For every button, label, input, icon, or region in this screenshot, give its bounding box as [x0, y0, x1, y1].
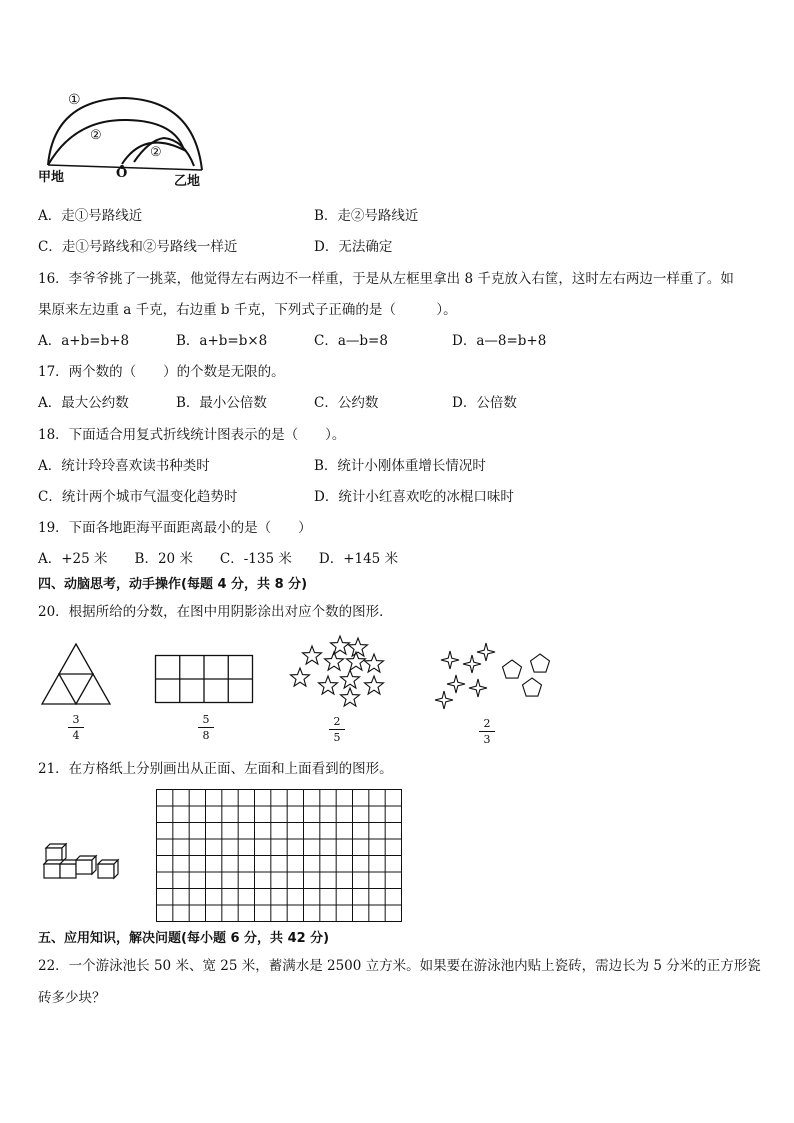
five-point-star [291, 668, 310, 686]
pentagon [523, 678, 542, 696]
five-point-star [365, 654, 384, 672]
q22-stem-line2: 砖多少块？ [38, 990, 106, 1006]
pentagon [531, 654, 550, 672]
pentagon [503, 660, 522, 678]
triangle-figure [40, 642, 112, 706]
q17-option-b: B．最小公倍数 [176, 395, 267, 411]
left-place-label: 甲地 [38, 170, 65, 185]
four-point-star [463, 655, 481, 673]
five-point-stars-figure [288, 636, 393, 711]
five-point-star [303, 646, 322, 664]
fraction-3-4: 3 4 [66, 713, 86, 742]
cubes-figure [40, 838, 120, 880]
q17-option-a: A．最大公约数 [38, 395, 129, 411]
fraction-2-3: 2 3 [477, 717, 497, 746]
q18-option-a: A．统计玲玲喜欢读书种类时 [38, 458, 210, 474]
four-point-star [441, 651, 459, 669]
four-point-star [435, 691, 453, 709]
right-place-label: 乙地 [174, 174, 201, 189]
q15-option-c: C．走①号路线和②号路线一样近 [38, 239, 238, 255]
q18-stem: 18．下面适合用复式折线统计图表示的是（ ）。 [38, 427, 346, 443]
grid-paper[interactable] [156, 789, 402, 922]
five-point-star [319, 676, 338, 694]
q15-option-d: D．无法确定 [314, 239, 393, 255]
q19-stem: 19．下面各地距海平面距离最小的是（ ） [38, 520, 312, 536]
route-label-2a: ② [90, 128, 102, 143]
q16-option-d: D．a—8=b+8 [452, 333, 547, 349]
four-point-star [477, 643, 495, 661]
q17-option-c: C．公约数 [314, 395, 379, 411]
section-5-heading: 五、应用知识，解决问题(每小题 6 分，共 42 分) [38, 931, 330, 946]
center-label: O [116, 166, 128, 181]
five-point-star [331, 636, 350, 654]
four-point-stars-and-pentagons-figure [432, 640, 562, 712]
fraction-5-8: 5 8 [196, 713, 216, 742]
q19-options: A．+25 米 B．20 米 C．-135 米 D．+145 米 [38, 551, 399, 567]
four-point-star [469, 679, 487, 697]
five-point-star [341, 688, 360, 706]
rectangle-grid-figure [155, 655, 253, 703]
fraction-2-5: 2 5 [327, 715, 347, 744]
q16-option-a: A．a+b=b+8 [38, 333, 130, 349]
q18-option-d: D．统计小红喜欢吃的冰棍口味时 [314, 489, 514, 505]
q17-stem: 17．两个数的（ ）的个数是无限的。 [38, 364, 285, 380]
q16-stem-line2: 果原来左边重 a 千克，右边重 b 千克，下列式子正确的是（ ）。 [38, 302, 457, 318]
q15-option-a: A．走①号路线近 [38, 208, 143, 224]
route-label-2b: ② [150, 145, 162, 160]
q17-option-d: D．公倍数 [452, 395, 517, 411]
q18-option-c: C．统计两个城市气温变化趋势时 [38, 489, 238, 505]
q21-stem: 21．在方格纸上分别画出从正面、左面和上面看到的图形。 [38, 761, 393, 777]
four-point-star [447, 675, 465, 693]
q16-option-b: B．a+b=b×8 [176, 333, 268, 349]
q20-stem: 20．根据所给的分数，在图中用阴影涂出对应个数的图形． [38, 604, 393, 620]
q15-option-b: B．走②号路线近 [314, 208, 419, 224]
route-label-1: ① [68, 92, 81, 108]
five-point-star [341, 670, 360, 688]
q16-option-c: C．a—b=8 [314, 333, 388, 349]
section-4-heading: 四、动脑思考，动手操作(每题 4 分，共 8 分) [38, 577, 308, 592]
q18-option-b: B．统计小刚体重增长情况时 [314, 458, 486, 474]
five-point-star [349, 638, 368, 656]
q22-stem-line1: 22．一个游泳池长 50 米、宽 25 米，蓄满水是 2500 立方米。如果要在游泳池内贴上瓷砖，需边长为 5 分米的正方形瓷 [38, 958, 761, 974]
five-point-star [365, 676, 384, 694]
q16-stem-line1: 16．李爷爷挑了一挑菜，他觉得左右两边不一样重，于是从左框里拿出 8 千克放入右筐，这时左右两边一样重了。如 [38, 271, 734, 287]
